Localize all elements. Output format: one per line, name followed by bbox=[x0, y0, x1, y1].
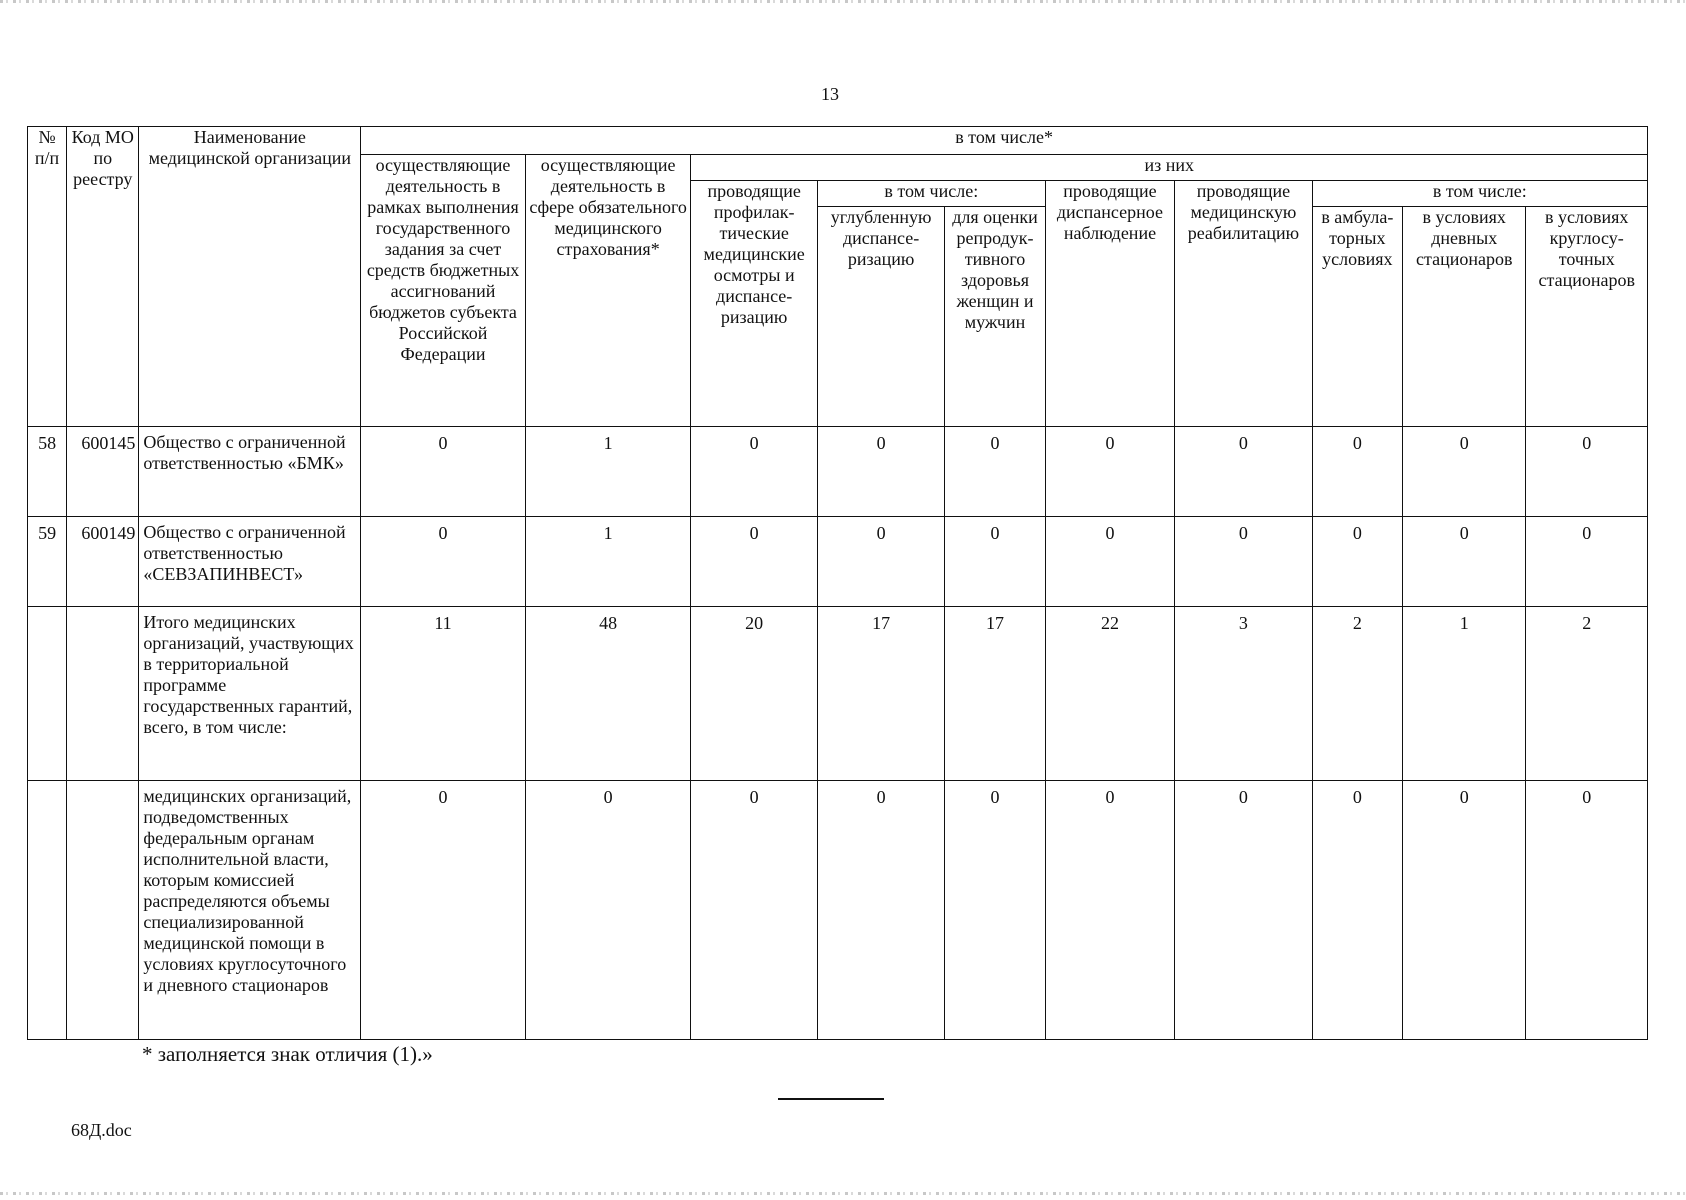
value-disp-obs: 22 bbox=[1045, 607, 1174, 781]
row-no: 58 bbox=[28, 427, 67, 517]
value-rehab: 0 bbox=[1175, 517, 1313, 607]
header-day-hosp: в условиях дневных стационаров bbox=[1403, 207, 1526, 427]
value-prof: 0 bbox=[691, 517, 817, 607]
header-oms: осуществляющие деятельность в сфере обязательного медицинского страхования* bbox=[525, 155, 691, 427]
row-no bbox=[28, 781, 67, 1040]
table-row-federal bbox=[28, 781, 1648, 1040]
header-rehab: проводящие медицинскую реабилитацию bbox=[1175, 181, 1313, 427]
header-round-hosp: в условиях круглосу-точных стационаров bbox=[1526, 207, 1648, 427]
row-code: 600145 bbox=[67, 427, 139, 517]
row-name: Общество с ограниченной ответственностью «СЕВЗАПИНВЕСТ» bbox=[139, 517, 361, 607]
value-oms: 1 bbox=[525, 517, 691, 607]
header-including-star: в том числе* bbox=[361, 127, 1648, 155]
row-code bbox=[67, 781, 139, 1040]
organizations-table bbox=[27, 126, 1648, 1040]
value-disp-obs: 0 bbox=[1045, 781, 1174, 1040]
value-repro: 0 bbox=[945, 427, 1045, 517]
header-disp-obs: проводящие диспансерное наблюдение bbox=[1045, 181, 1174, 427]
value-rehab: 3 bbox=[1175, 607, 1313, 781]
value-budget: 0 bbox=[361, 781, 526, 1040]
value-disp-obs: 0 bbox=[1045, 517, 1174, 607]
header-including-1: в том числе: bbox=[817, 181, 1045, 207]
header-code: Код МО по реестру bbox=[67, 127, 139, 427]
value-disp-obs: 0 bbox=[1045, 427, 1174, 517]
scan-edge-top bbox=[0, 0, 1686, 3]
page-number: 13 bbox=[821, 84, 839, 104]
value-rehab: 0 bbox=[1175, 781, 1313, 1040]
value-ambul: 0 bbox=[1312, 427, 1402, 517]
value-deep-disp: 17 bbox=[817, 607, 944, 781]
value-budget: 0 bbox=[361, 517, 526, 607]
table-row bbox=[28, 517, 1648, 607]
header-row-1 bbox=[28, 127, 1648, 155]
value-deep-disp: 0 bbox=[817, 427, 944, 517]
value-day-hosp: 1 bbox=[1403, 607, 1526, 781]
value-round-hosp: 0 bbox=[1526, 517, 1648, 607]
value-day-hosp: 0 bbox=[1403, 781, 1526, 1040]
header-no: № п/п bbox=[28, 127, 67, 427]
value-oms: 0 bbox=[525, 781, 691, 1040]
header-budget: осуществляющие деятельность в рамках выполнения государственного задания за счет средств бюджетных ассигнований бюджетов субъекта Российской Федерации bbox=[361, 155, 526, 427]
document-filename: 68Д.doc bbox=[71, 1120, 132, 1140]
header-name: Наименование медицинской организации bbox=[139, 127, 361, 427]
value-prof: 0 bbox=[691, 781, 817, 1040]
value-ambul: 2 bbox=[1312, 607, 1402, 781]
row-no bbox=[28, 607, 67, 781]
header-deep-disp: углубленную диспансе-ризацию bbox=[817, 207, 944, 427]
header-prof: проводящие профилак-тические медицинские осмотры и диспансе-ризацию bbox=[691, 181, 817, 427]
header-repro: для оценки репродук-тивного здоровья женщин и мужчин bbox=[945, 207, 1045, 427]
value-round-hosp: 0 bbox=[1526, 427, 1648, 517]
value-deep-disp: 0 bbox=[817, 517, 944, 607]
header-including-2: в том числе: bbox=[1312, 181, 1647, 207]
value-day-hosp: 0 bbox=[1403, 427, 1526, 517]
header-ambul: в амбула-торных условиях bbox=[1312, 207, 1402, 427]
value-oms: 1 bbox=[525, 427, 691, 517]
value-rehab: 0 bbox=[1175, 427, 1313, 517]
value-prof: 0 bbox=[691, 427, 817, 517]
row-code bbox=[67, 607, 139, 781]
value-deep-disp: 0 bbox=[817, 781, 944, 1040]
value-round-hosp: 0 bbox=[1526, 781, 1648, 1040]
closing-rule bbox=[778, 1098, 884, 1100]
row-name: Общество с ограниченной ответственностью «БМК» bbox=[139, 427, 361, 517]
row-no: 59 bbox=[28, 517, 67, 607]
value-round-hosp: 2 bbox=[1526, 607, 1648, 781]
table-row bbox=[28, 427, 1648, 517]
row-name: Итого медицинских организаций, участвующих в территориальной программе государственных гарантий, всего, в том числе: bbox=[139, 607, 361, 781]
row-name: медицинских организаций, подведомственных федеральным органам исполнительной власти, которым комиссией распределяются объемы специализированной медицинской помощи в условиях круглосуточного и дневного стационаров bbox=[139, 781, 361, 1040]
value-repro: 0 bbox=[945, 517, 1045, 607]
value-budget: 0 bbox=[361, 427, 526, 517]
footnote: * заполняется знак отличия (1).» bbox=[142, 1042, 433, 1066]
value-ambul: 0 bbox=[1312, 781, 1402, 1040]
value-prof: 20 bbox=[691, 607, 817, 781]
value-ambul: 0 bbox=[1312, 517, 1402, 607]
value-repro: 0 bbox=[945, 781, 1045, 1040]
header-of-them: из них bbox=[691, 155, 1648, 181]
value-budget: 11 bbox=[361, 607, 526, 781]
value-oms: 48 bbox=[525, 607, 691, 781]
value-day-hosp: 0 bbox=[1403, 517, 1526, 607]
table-row-total bbox=[28, 607, 1648, 781]
value-repro: 17 bbox=[945, 607, 1045, 781]
row-code: 600149 bbox=[67, 517, 139, 607]
scan-edge-bottom bbox=[0, 1192, 1686, 1195]
